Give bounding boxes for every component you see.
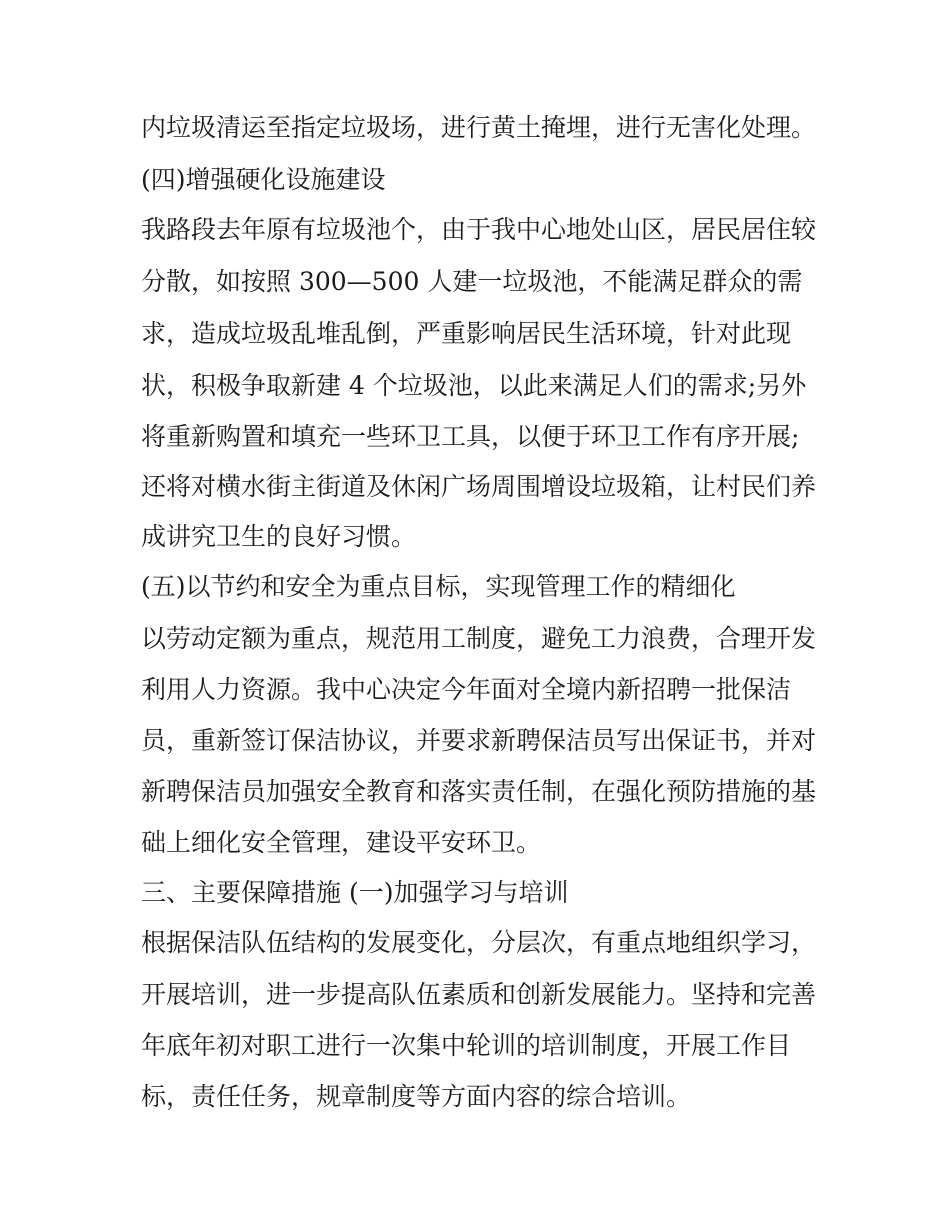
text-line: 将重新购置和填充一些环卫工具，以便于环卫工作有序开展; [141,422,800,451]
section-heading: 三、主要保障措施 (一)加强学习与培训 [141,878,569,907]
text-line: 还将对横水街主街道及休闲广场周围增设垃圾箱，让村民们养 [141,472,817,501]
text-line: 分散，如按照 300—500 人建一垃圾池，不能满足群众的需 [141,267,803,296]
text-line: 成讲究卫生的良好习惯。 [141,522,417,551]
text-line: 内垃圾清运至指定垃圾场，进行黄土掩埋，进行无害化处理。 [141,113,817,142]
section-heading: (五)以节约和安全为重点目标，实现管理工作的精细化 [141,572,736,601]
text-line: 利用人力资源。我中心决定今年面对全境内新招聘一批保洁 [141,675,792,704]
text-line: 我路段去年原有垃圾池个，由于我中心地处山区，居民居住较 [141,215,817,244]
text-line: 开展培训，进一步提高队伍素质和创新发展能力。坚持和完善 [141,980,817,1009]
section-heading: (四)增强硬化设施建设 [141,165,386,194]
text-line: 新聘保洁员加强安全教育和落实责任制，在强化预防措施的基 [141,777,817,806]
text-line: 标，责任任务，规章制度等方面内容的综合培训。 [141,1082,692,1111]
text-line: 础上细化安全管理，建设平安环卫。 [141,828,542,857]
text-line: 以劳动定额为重点，规范用工制度，避免工力浪费，合理开发 [141,624,817,653]
text-line: 根据保洁队伍结构的发展变化，分层次，有重点地组织学习， [141,928,817,957]
text-line: 员，重新签订保洁协议，并要求新聘保洁员写出保证书，并对 [141,726,817,755]
text-line: 状，积极争取新建 4 个垃圾池，以此来满足人们的需求;另外 [141,371,807,400]
text-line: 年底年初对职工进行一次集中轮训的培训制度，开展工作目 [141,1031,792,1060]
text-line: 求，造成垃圾乱堆乱倒，严重影响居民生活环境，针对此现 [141,319,792,348]
